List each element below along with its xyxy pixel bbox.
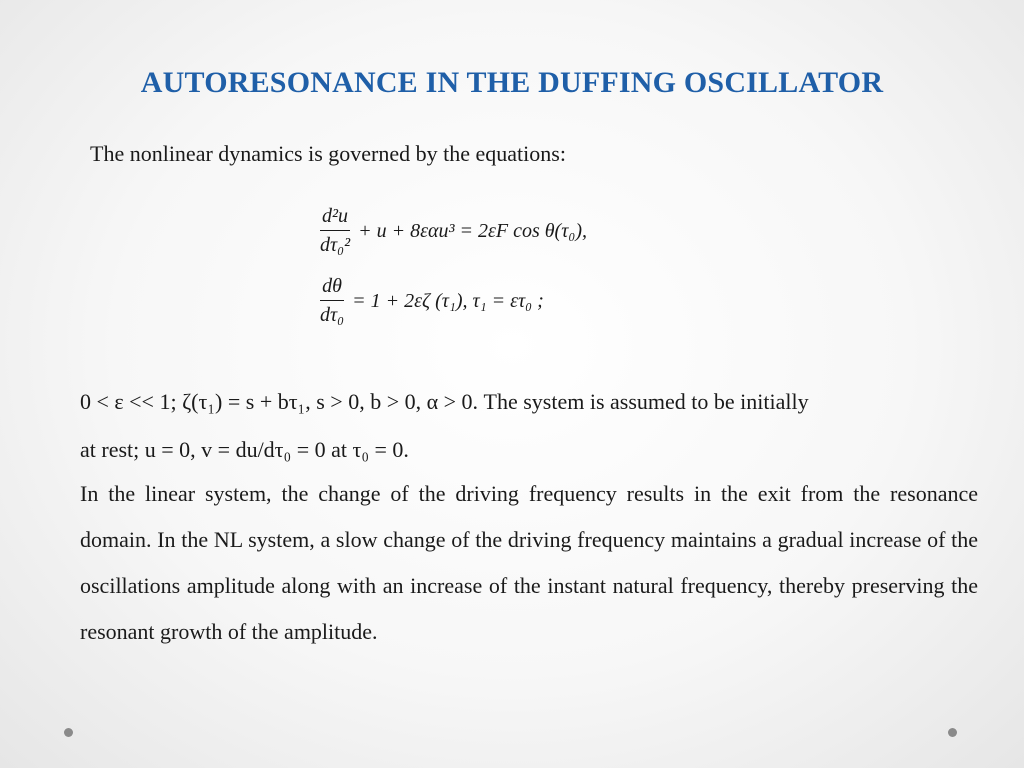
corner-dot-left <box>64 728 73 737</box>
corner-dot-right <box>948 728 957 737</box>
conditions-text <box>80 378 978 474</box>
fraction-numerator: d²u <box>320 203 350 231</box>
slide-title: AUTORESONANCE IN THE DUFFING OSCILLATOR <box>140 66 884 99</box>
explanation-paragraph: In the linear system, the change of the driving frequency results in the exit from the resonance domain. In the NL system, a slow change of the driving frequency maintains a gradual increase of the oscillations amplitude along with an increase of the instant natural frequency, thereby preserving the resonant growth of the amplitude. <box>80 481 978 644</box>
fraction-denominator: dτ₀² <box>320 234 351 256</box>
equation-duffing <box>318 196 587 266</box>
fraction-denominator: dτ₀ <box>320 304 345 326</box>
fraction-numerator: dθ <box>320 273 344 301</box>
fraction-dtheta-dtau <box>318 273 346 329</box>
equations-block <box>318 196 587 336</box>
equation-phase <box>318 266 587 336</box>
conditions-line-1: 0 < ε << 1; ζ(τ₁) = s + bτ₁, s > 0, b > 0, α > 0. The system is assumed to be initially <box>80 389 809 414</box>
fraction-d2u-dtau2 <box>318 203 352 259</box>
intro-text: The nonlinear dynamics is governed by the equations: <box>90 141 566 166</box>
conditions-line-2: at rest; u = 0, v = du/dτ₀ = 0 at τ₀ = 0. <box>80 437 409 462</box>
equation-rhs: + u + 8εαu³ = 2εF cos θ(τ₀), <box>358 219 587 242</box>
equation-rhs: = 1 + 2εζ (τ₁), τ₁ = ετ₀ ; <box>352 289 544 312</box>
